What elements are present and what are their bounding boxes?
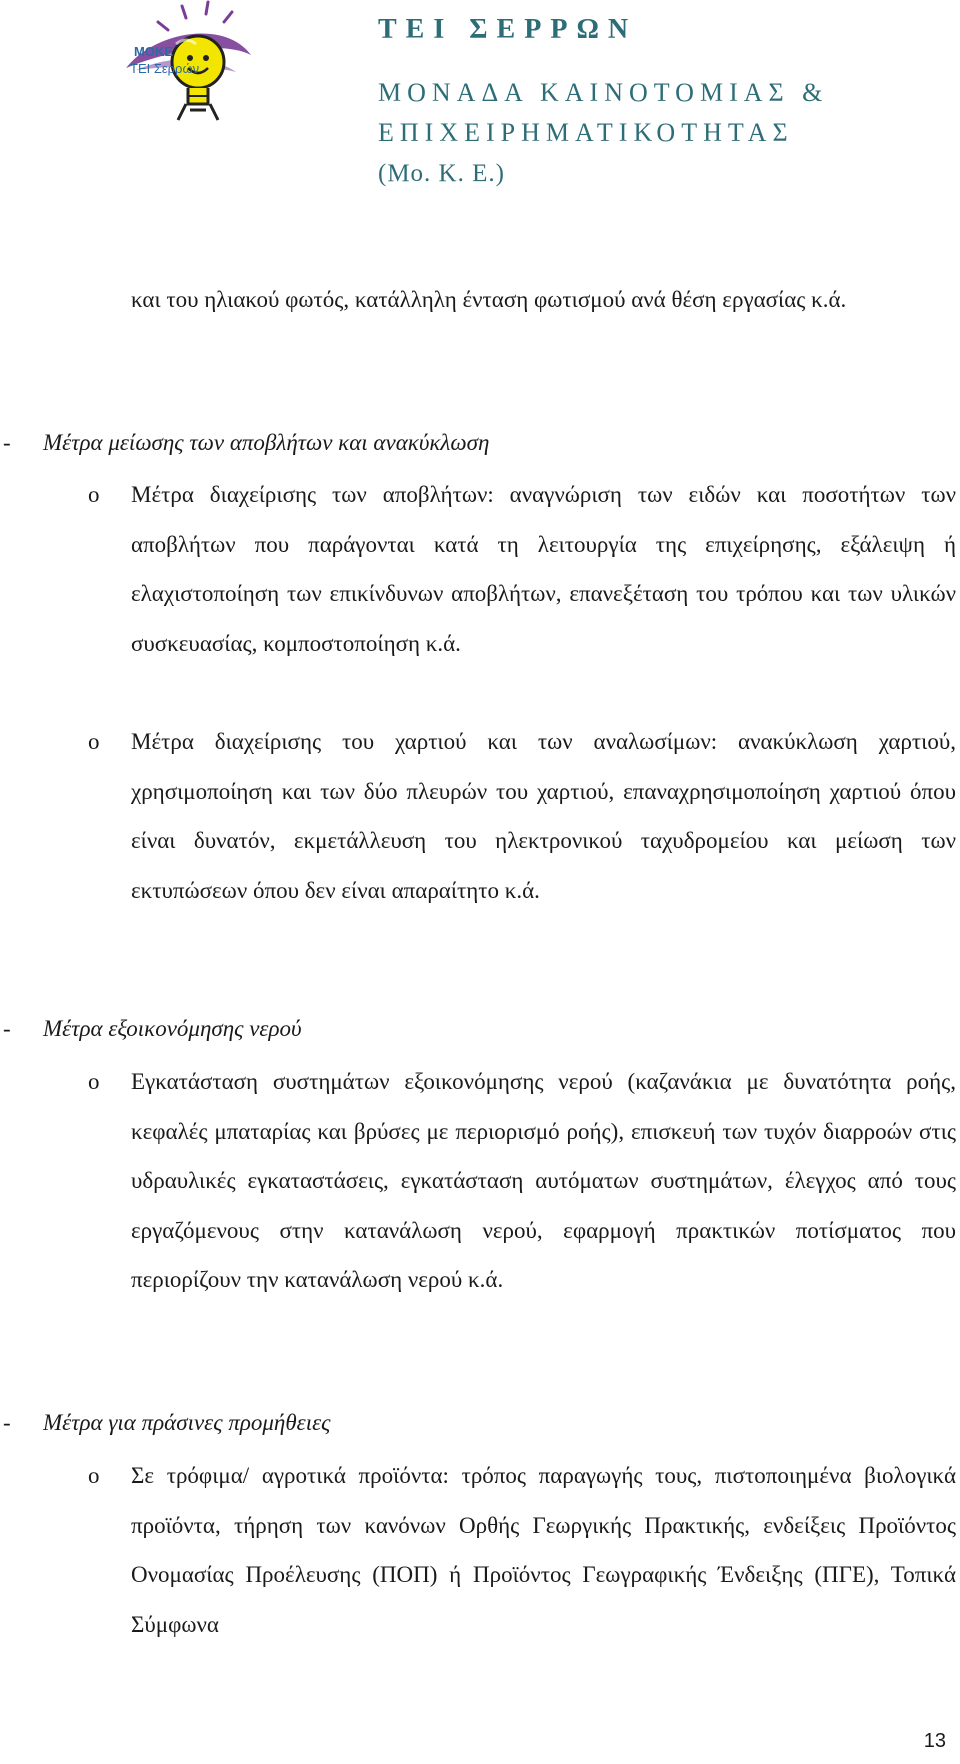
dash-bullet: -: [3, 1410, 11, 1435]
section-heading-label: Μέτρα για πράσινες προμήθειες: [43, 1410, 331, 1435]
section-heading-label: Μέτρα μείωσης των αποβλήτων και ανακύκλωση: [43, 430, 490, 455]
unit-name-line1: ΜΟΝΑΔΑ ΚΑΙΝΟΤΟΜΙΑΣ &: [378, 78, 829, 107]
dash-bullet: -: [3, 430, 11, 455]
list-item-paper-management: Μέτρα διαχείρισης του χαρτιού και των αναλωσίμων: ανακύκλωση χαρτιού, χρησιμοποίηση και των δύο πλευρών του χαρτιού, επαναχρησιμοποίηση χαρτιού όπου είναι δυνατόν, εκμετάλλευση του ηλεκτρονικού ταχυδρομείου και μείωση των εκτυπώσεων όπου δεν είναι απαραίτητο κ.ά.: [131, 729, 956, 903]
logo-subtitle: ΤΕΙ Σερρών: [130, 61, 200, 76]
list-item-food-products: Σε τρόφιμα/ αγροτικά προϊόντα: τρόπος παραγωγής τους, πιστοποιημένα βιολογικά προϊόντα, τήρηση των κανόνων Ορθής Γεωργικής Πρακτικής, ενδείξεις Προϊόντος Ονομασίας Προέλευσης (ΠΟΠ) ή Προϊόντος Γεωγραφικής Ένδειξης (ΠΓΕ), Τοπικά Σύμφωνα: [131, 1463, 956, 1637]
sub-bullet: o: [88, 729, 100, 754]
dash-bullet: -: [3, 1016, 11, 1041]
sub-bullet: o: [88, 482, 100, 507]
list-item-water-saving: Εγκατάσταση συστημάτων εξοικονόμησης νερού (καζανάκια με δυνατότητα ροής, κεφαλές μπαταρίας και βρύσες με περιορισμό ροής), επισκευή των τυχόν διαρροών στις υδραυλικές εγκαταστάσεις, εγκατάσταση αυτόματων συστημάτων, έλεγχος από τους εργαζόμενους στην κατανάλωση νερού, εφαρμογή πρακτικών ποτίσματος που περιορίζουν την κατανάλωση νερού κ.ά.: [131, 1069, 956, 1292]
page-header: [0, 0, 960, 200]
logo-name: ΜΟΚΕ: [134, 44, 173, 59]
institution-title: ΤΕΙ ΣΕΡΡΩΝ: [378, 14, 638, 45]
unit-name-line2: ΕΠΙΧΕΙΡΗΜΑΤΙΚΟΤΗΤΑΣ: [378, 118, 794, 147]
sub-bullet: o: [88, 1069, 100, 1094]
section-heading-label: Μέτρα εξοικονόμησης νερού: [43, 1016, 302, 1041]
list-item-waste-management: Μέτρα διαχείρισης των αποβλήτων: αναγνώριση των ειδών και ποσοτήτων των αποβλήτων που παράγονται κατά τη λειτουργία της επιχείρησης, εξάλειψη ή ελαχιστοποίηση των επικίνδυνων αποβλήτων, επανεξέταση του τρόπου και των υλικών συσκευασίας, κομποστοποίηση κ.ά.: [131, 482, 956, 656]
unit-abbreviation: (Μο. Κ. Ε.): [378, 160, 505, 187]
page-number: 13: [923, 1730, 946, 1752]
sub-bullet: o: [88, 1463, 100, 1488]
intro-paragraph: και του ηλιακού φωτός, κατάλληλη ένταση φωτισμού ανά θέση εργασίας κ.ά.: [131, 287, 847, 312]
